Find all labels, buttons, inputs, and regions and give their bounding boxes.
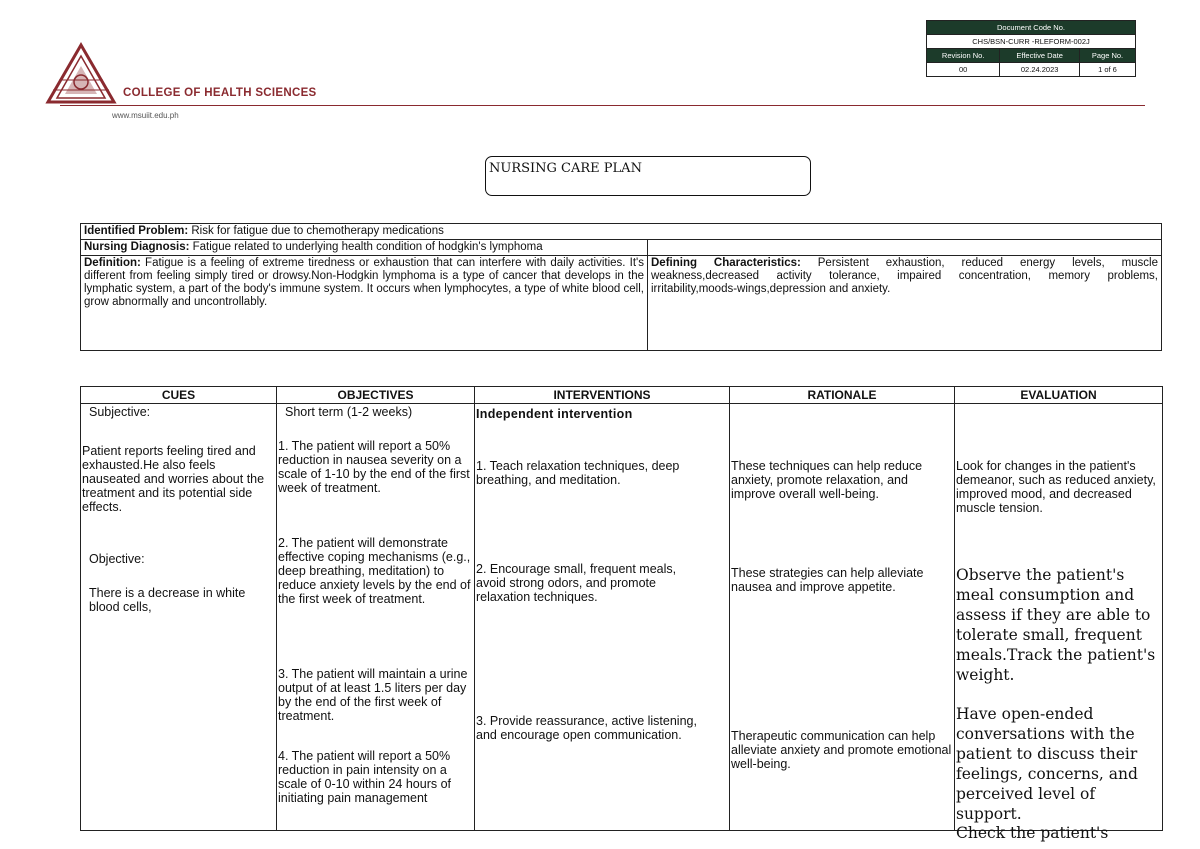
header-divider	[60, 105, 1145, 106]
objectives-column	[277, 404, 475, 831]
effective-date-value: 02.24.2023	[1000, 63, 1080, 77]
identified-problem-cell	[81, 224, 1162, 240]
objective-item: 3. The patient will maintain a urine output of at least 1.5 liters per day by the end of the first week of treatment.	[278, 667, 468, 723]
doc-code-label: Document Code No.	[927, 21, 1136, 35]
objective-label: Objective:	[89, 552, 145, 566]
college-name: COLLEGE OF HEALTH SCIENCES	[123, 87, 317, 99]
doc-code-value: CHS/BSN-CURR -RLEFORM-002J	[927, 35, 1136, 49]
interventions-column	[475, 404, 730, 831]
college-logo-icon	[45, 42, 117, 106]
defining-characteristics-label: Defining Characteristics:	[651, 257, 801, 269]
defining-characteristics-cell	[648, 256, 1162, 351]
objective-item: 2. The patient will demonstrate effective coping mechanisms (e.g., deep breathing, meditation) to reduce anxiety levels by the end of the first week of treatment.	[278, 536, 471, 606]
rationale-item: These strategies can help alleviate nausea and improve appetite.	[731, 566, 924, 594]
evaluation-item: Check the patient's	[956, 824, 1109, 842]
care-plan-table	[80, 386, 1163, 842]
college-website: www.msuiit.edu.ph	[112, 111, 179, 120]
rationale-column	[730, 404, 955, 831]
nursing-diagnosis-cell	[81, 240, 648, 256]
header-objectives: OBJECTIVES	[277, 387, 475, 404]
document-code-table	[926, 20, 1136, 77]
short-term-label: Short term (1-2 weeks)	[285, 405, 413, 419]
page-no-value: 1 of 6	[1079, 63, 1135, 77]
revision-label: Revision No.	[927, 49, 1000, 63]
evaluation-item: Have open-ended conversations with the patient to discuss their feelings, concerns, and perceived level of support.	[956, 705, 1138, 823]
rationale-item: These techniques can help reduce anxiety, promote relaxation, and improve overall well-being.	[731, 459, 923, 501]
nursing-diagnosis-text: Fatigue related to underlying health condition of hodgkin's lymphoma	[189, 241, 543, 253]
intervention-item: 3. Provide reassurance, active listening, and encourage open communication.	[476, 714, 697, 742]
evaluation-item: Observe the patient's meal consumption and assess if they are able to tolerate small, frequent meals.Track the patient's weight.	[956, 566, 1156, 684]
intervention-item: 1. Teach relaxation techniques, deep breathing, and meditation.	[476, 459, 680, 487]
effective-date-label: Effective Date	[1000, 49, 1080, 63]
intervention-item: 2. Encourage small, frequent meals, avoid strong odors, and promote relaxation techniques.	[476, 562, 677, 604]
header-interventions: INTERVENTIONS	[475, 387, 730, 404]
header-evaluation: EVALUATION	[955, 387, 1163, 404]
page-title: NURSING CARE PLAN	[489, 161, 642, 176]
definition-cell	[81, 256, 648, 351]
objective-item: 1. The patient will report a 50% reduction in nausea severity on a scale of 1-10 by the end of the first week of treatment.	[278, 439, 470, 495]
subjective-text: Patient reports feeling tired and exhausted.He also feels nauseated and worries about the treatment and its potential side effects.	[82, 444, 265, 514]
cues-column	[81, 404, 277, 831]
independent-intervention-heading: Independent intervention	[476, 407, 633, 421]
header-rationale: RATIONALE	[730, 387, 955, 404]
rationale-item: Therapeutic communication can help alleviate anxiety and promote emotional well-being.	[731, 729, 952, 771]
header-cues: CUES	[81, 387, 277, 404]
nursing-diagnosis-label: Nursing Diagnosis:	[84, 241, 190, 253]
evaluation-item: Look for changes in the patient's demeanor, such as reduced anxiety, improved mood, and decreased muscle tension.	[956, 459, 1156, 515]
empty-cell	[648, 240, 1162, 256]
identified-problem-text: Risk for fatigue due to chemotherapy medications	[188, 225, 444, 237]
problem-table	[80, 223, 1162, 351]
evaluation-column	[955, 404, 1163, 842]
identified-problem-label: Identified Problem:	[84, 225, 189, 237]
page-no-label: Page No.	[1079, 49, 1135, 63]
definition-text: Fatigue is a feeling of extreme tiredness or exhaustion that can interfere with daily activities. It's different from feeling simply tired or drowsy.Non-Hodgkin lymphoma is a type of cancer that develops in the lymphatic system, a part of the body's immune system. It occurs when lymphocytes, a type of white blood cell, grow abnormally and uncontrollably.	[84, 257, 644, 308]
revision-value: 00	[927, 63, 1000, 77]
defining-characteristics-text: Persistent exhaustion, reduced energy levels, muscle weakness,decreased activity tolerance, impaired concentration, memory problems, irritability,moods-wings,depression and anxiety.	[651, 257, 1158, 295]
subjective-label: Subjective:	[89, 405, 151, 419]
objective-item: 4. The patient will report a 50% reduction in pain intensity on a scale of 0-10 within 24 hours of initiating pain management	[278, 749, 452, 805]
definition-label: Definition:	[84, 257, 141, 269]
objective-text: There is a decrease in white blood cells,	[89, 586, 246, 614]
